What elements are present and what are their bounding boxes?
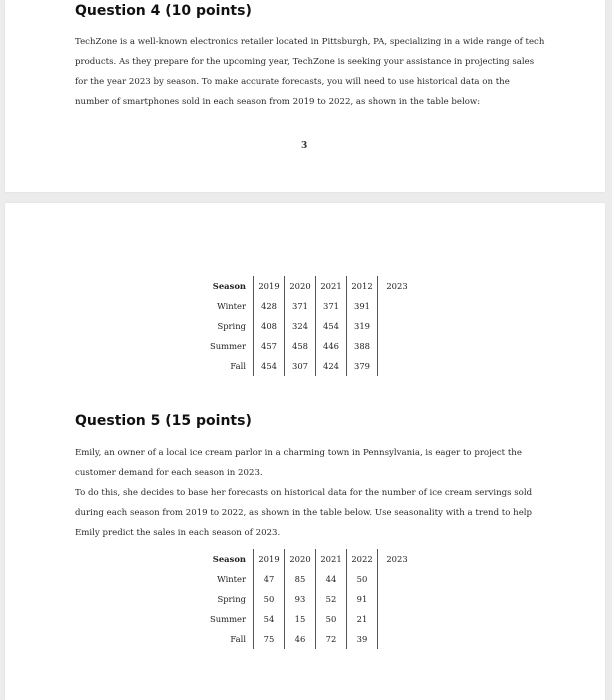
table-cell: 93 [285,589,316,609]
table-cell: 324 [285,316,316,336]
table-cell: Summer [210,614,246,624]
table-cell [378,569,417,589]
table-cell: 75 [254,629,285,649]
table-cell: 50 [316,609,347,629]
table-header-row [208,276,416,296]
document-page-2 [5,203,605,700]
table-cell: 319 [347,316,378,336]
question-5-text-1: Emily, an owner of a local ice cream parlor in a charming town in Pennsylvania, is eager to project the customer demand for each season in 2023. [75,448,522,478]
table-cell: 388 [347,336,378,356]
table-cell: 371 [316,296,347,316]
table-header-cell: 2021 [316,549,347,569]
table-header-cell: 2023 [378,549,417,569]
table-row [208,569,416,589]
table-cell: 15 [285,609,316,629]
table-cell: 307 [285,356,316,376]
table-cell: 44 [316,569,347,589]
table-header-cell: 2020 [285,276,316,296]
table-cell: 85 [285,569,316,589]
table-cell: Winter [217,301,246,311]
table-cell [378,589,417,609]
table-cell: 39 [347,629,378,649]
table-row [208,629,416,649]
smartphone-sales-table [208,276,416,376]
table-cell: Spring [217,594,246,604]
table-cell: 454 [254,356,285,376]
table-cell: 454 [316,316,347,336]
table-header-cell: 2012 [347,276,378,296]
table-header-cell: Season [212,554,246,564]
table-cell [378,336,417,356]
table-row [208,316,416,336]
table-cell: 408 [254,316,285,336]
table-row [208,336,416,356]
table-header-cell: Season [212,281,246,291]
table-cell [378,296,417,316]
table-cell: 424 [316,356,347,376]
table-cell: 91 [347,589,378,609]
table-row [208,609,416,629]
table-cell: 379 [347,356,378,376]
page-number: 3 [301,141,308,151]
table-cell: Winter [217,574,246,584]
table-cell: 50 [347,569,378,589]
table-cell: 46 [285,629,316,649]
table-cell: 52 [316,589,347,609]
table-row [208,356,416,376]
question-4-text: TechZone is a well-known electronics retailer located in Pittsburgh, PA, specializing in a wide range of tech products. As they prepare for the upcoming year, TechZone is seeking your assistance in projecting sales for the year 2023 by season. To make accurate forecasts, you will need to use historical data on the number of smartphones sold in each season from 2019 to 2022, as shown in the table below: [75,37,545,107]
table-cell: 457 [254,336,285,356]
table-cell [378,609,417,629]
question-4-title: Question 4 (10 points) [75,3,252,19]
table-cell: 21 [347,609,378,629]
table-cell: 446 [316,336,347,356]
document-page-1 [5,0,605,192]
question-5-text-2: To do this, she decides to base her forecasts on historical data for the number of ice cream servings sold during each season from 2019 to 2022, as shown in the table below. Use seasonality with a trend to help Emily predict the sales in each season of 2023. [75,488,533,538]
table-header-cell: 2022 [347,549,378,569]
table-cell: 458 [285,336,316,356]
table-cell [378,629,417,649]
table-header-cell: 2021 [316,276,347,296]
table-row [208,589,416,609]
table-cell: Summer [210,341,246,351]
table-row [208,296,416,316]
table-header-cell: 2019 [254,549,285,569]
table-cell: 72 [316,629,347,649]
table-header-row [208,549,416,569]
table-cell [378,356,417,376]
table-cell: 50 [254,589,285,609]
table-cell: Fall [230,361,246,371]
table-cell: 47 [254,569,285,589]
table-cell: 54 [254,609,285,629]
table-cell: 391 [347,296,378,316]
table-cell: 371 [285,296,316,316]
table-header-cell: 2023 [378,276,417,296]
ice-cream-servings-table [208,549,416,649]
table-cell: Spring [217,321,246,331]
table-cell: 428 [254,296,285,316]
table-cell [378,316,417,336]
table-header-cell: 2019 [254,276,285,296]
table-header-cell: 2020 [285,549,316,569]
question-5-title: Question 5 (15 points) [75,413,252,429]
table-cell: Fall [230,634,246,644]
